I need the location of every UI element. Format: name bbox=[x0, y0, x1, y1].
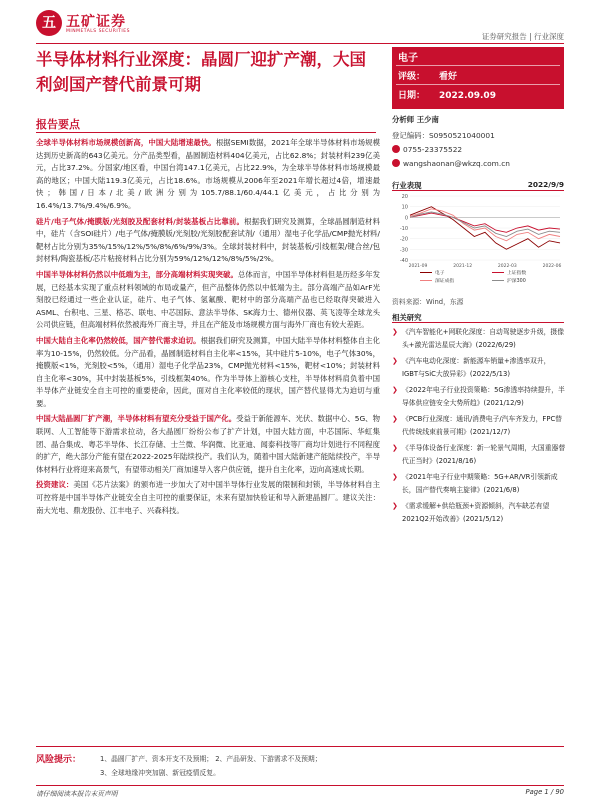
paragraph bbox=[36, 137, 380, 213]
x-tick-label: 2021-09 bbox=[408, 264, 428, 269]
paragraph-text: 根据SEMI数据，2021年全球半导体材料市场规模达到历史新高的643亿美元。分产品类型看，晶圆制造材料404亿美元，占比62.8%；封装材料239亿美元，占比37.2%。分国家/地区看，中国台湾147.1亿美元，占比22.9%，为全球半导体材料市场规模最高的地区；中国大陆119.3亿美元，占比18.6%。市场规模从2006年至2021年增长超过4倍，增速最快；韩国/日本/北美/欧洲分别为105.7/88.1/60.4/44.1亿美元，占比分别为16.4%/13.7%/9.4%/6.9%。 bbox=[36, 138, 380, 210]
risk-item: 1、晶圆厂扩产、资本开支不及预期； 2、产品研发、下游需求不及预期； bbox=[100, 755, 322, 763]
risk-label: 风险提示： bbox=[36, 755, 82, 765]
analyst-phone: 0755-23375522 bbox=[403, 145, 463, 154]
paragraph-highlight: 全球半导体材料市场规模创新高，中国大陆增速最快。 bbox=[36, 138, 216, 147]
x-tick-label: 2021-12 bbox=[453, 264, 473, 269]
related-item[interactable]: ❯ 《需求缓解+供给瓶颈+资源倾斜，汽车缺芯有望2021Q2开始改善》(2021/5/12) bbox=[392, 500, 566, 526]
related-item[interactable]: ❯ 《汽车电动化深度：新能源车销量+渗透率双升，IGBT与SiC大放异彩》(2022/5/13) bbox=[392, 355, 566, 381]
footer-divider bbox=[36, 785, 564, 786]
risk-divider bbox=[36, 746, 564, 747]
risk-text bbox=[100, 752, 400, 780]
main-body bbox=[36, 137, 380, 520]
paragraph-highlight: 中国大陆晶圆厂扩产潮，半导体材料有望充分受益于国产化。 bbox=[36, 414, 237, 424]
logo-mark: 五 bbox=[36, 10, 62, 36]
header-divider bbox=[36, 43, 564, 44]
date-row bbox=[398, 88, 496, 101]
paragraph-highlight: 硅片/电子气体/掩膜版/光刻胶及配套材料/封装基板占比靠前。 bbox=[36, 216, 245, 226]
related-title: 相关研究 bbox=[392, 313, 422, 322]
y-tick-label: 0 bbox=[404, 215, 408, 222]
performance-title: 行业表现 bbox=[392, 181, 422, 190]
related-list bbox=[392, 326, 566, 529]
paragraph-highlight: 中国半导体材料仍然以中低端为主，部分高端材料实现突破。 bbox=[36, 269, 238, 279]
paragraph bbox=[36, 335, 380, 411]
paragraph-highlight: 中国大陆自主化率仍然较低，国产替代需求迫切。 bbox=[36, 335, 201, 345]
section-title: 报告要点 bbox=[36, 118, 80, 131]
related-item[interactable]: ❯ 《2021年电子行业中期策略：5G+AR/VR引领新成长，国产替代奏响主旋律》(2021/6/8) bbox=[392, 471, 566, 497]
paragraph-text: 受益于新能源车、光伏、数据中心、5G、物联网、人工智能等下游需求拉动，各大晶圆厂纷纷公布了扩产计划，中国大陆方面，中芯国际、华虹集团、晶合集成、粤芯半导体、长江存储、士兰微、华润微、比亚迪、闻泰科技等厂商均计划进行不同程度的扩产，绝大部分产能有望在2022-2025年陆续投产。我们认为，随着中国大陆新建产能陆续投产，半导体材料行业将迎来高景气，有望带动相关厂商加速导入客户供应链，提升自主化率，迈向高速成长期。 bbox=[36, 414, 380, 474]
risk-item: 3、全球地缘冲突加剧、新冠疫情反复。 bbox=[100, 769, 220, 777]
logo-name: 五矿证券 bbox=[66, 14, 126, 30]
logo-english-name: MINMETALS SECURITIES bbox=[66, 29, 130, 34]
paragraph bbox=[36, 479, 380, 517]
date-value: 2022.09.09 bbox=[439, 91, 496, 101]
legend-label: 深证成指 bbox=[435, 279, 455, 284]
page-number: Page 1 / 90 bbox=[525, 788, 564, 796]
rating-row bbox=[398, 69, 457, 82]
date-label: 日期： bbox=[398, 91, 426, 101]
paragraph-text: 美国《芯片法案》的颁布进一步加大了对中国半导体行业发展的限制和封锁，半导体材料自主可控将是中国半导体产业链安全自主可控的重要保证，未来有望加快验证和导入新建晶圆厂。建议关注：南大光电、鼎龙股份、江丰电子、兴森科技。 bbox=[36, 480, 380, 515]
report-title: 半导体材料行业深度：晶圆厂迎扩产潮，大国利剑国产替代前景可期 bbox=[36, 50, 366, 94]
y-tick-label: 20 bbox=[401, 194, 408, 200]
phone-icon bbox=[392, 145, 400, 153]
legend-label: 沪深300 bbox=[507, 279, 526, 284]
related-item[interactable]: ❯ 《汽车智能化+网联化深度：自动驾驶逐步升级，摄像头+激光雷达星辰大海》(2022/6/29) bbox=[392, 326, 566, 352]
y-tick-label: -30 bbox=[399, 247, 408, 254]
sector: 电子 bbox=[398, 53, 418, 64]
related-item[interactable]: ❯ 《2022年电子行业投资策略：5G渗透率持续提升，半导体供应链安全大势所趋》(2021/12/9) bbox=[392, 384, 566, 410]
series-line bbox=[410, 213, 560, 232]
paragraph bbox=[36, 216, 380, 266]
section-divider bbox=[36, 132, 376, 133]
info-divider bbox=[396, 65, 560, 66]
x-tick-label: 2022-06 bbox=[542, 264, 562, 269]
related-divider bbox=[392, 322, 564, 323]
info-box bbox=[392, 47, 564, 109]
footer-disclaimer: 请仔细阅读本报告末页声明 bbox=[36, 790, 118, 798]
paragraph-text: 根据我们研究及测算，全球晶圆制造材料中，硅片（含SOI硅片）/电子气体/掩膜版/光刻胶/光刻胶配套试剂/（通用）湿电子化学品/CMP抛光材料/靶材占比分别为35%/15%/12%/5%/8%/6%/9%/3%。全球封装材料中，封装基板/引线框架/键合丝/包封材料/陶瓷基板/芯片粘接材料占比分别为59%/12%/12%/8%/5%/2%。 bbox=[36, 216, 380, 264]
analyst-email[interactable]: wangshaonan@wkzq.com.cn bbox=[403, 159, 510, 168]
related-item[interactable]: ❯ 《半导体设备行业深度：新一轮景气周期，大国重器替代正当时》(2021/8/16) bbox=[392, 442, 566, 468]
rating-label: 评级： bbox=[398, 72, 426, 82]
paragraph-text: 根据我们研究及测算，中国大陆半导体材料整体自主化率为10-15%，仍然较低。分产品看，晶圆制造材料自主化率<15%，其中硅片5-10%，电子气体30%，掩膜版<1%，光刻胶<5%，（通用）湿电子化学品23%，CMP抛光材料<15%，靶材<10%；封装材料自主化率<30%，其中封装基板5%，引线框架40%。作为半导体上游核心支柱，半导体材料肩负着中国半导体产业链安全自主可控的重要使命，因此，面对自主化率较低的现状，国产替代显得尤为迫切与重要。 bbox=[36, 335, 380, 408]
analyst-name: 分析师 王少南 bbox=[392, 115, 439, 124]
chart-source: 资料来源：Wind，东源 bbox=[392, 298, 464, 306]
y-tick-label: -40 bbox=[399, 258, 408, 264]
report-type: 证券研究报告 | 行业深度 bbox=[481, 32, 564, 41]
rating-value: 看好 bbox=[439, 72, 458, 82]
performance-chart bbox=[392, 192, 564, 292]
performance-date: 2022/9/9 bbox=[527, 180, 564, 189]
paragraph bbox=[36, 269, 380, 332]
paragraph-highlight: 投资建议： bbox=[36, 480, 74, 490]
paragraph-text: 总体而言，中国半导体材料但是历经多年发展，已经基本实现了重点材料领域的布局或量产，但产品整体仍然以中低端为主。部分高端产品如ArF光刻胶已经通过一些企业认证，硅片、电子气体、氢氟酸、靶材中的部分高端产品也已经取得突破进入ASML、台积电、三星、格芯、联电、中芯国际、意法半导体、SK海力士、德州仪器、英飞凌等全球龙头公司供应链，但高端材料依然被海外厂商主导，并且在产能及市场规模方面与海外厂商也有较大差距。 bbox=[36, 269, 380, 330]
y-tick-label: 10 bbox=[401, 204, 408, 211]
company-logo bbox=[36, 10, 156, 40]
analyst-cert: 登记编码：S0950521040001 bbox=[392, 131, 495, 140]
y-tick-label: -10 bbox=[399, 226, 408, 232]
analyst-panel bbox=[392, 114, 564, 171]
legend-label: 上证指数 bbox=[507, 271, 527, 276]
analyst-email-row bbox=[392, 157, 564, 171]
performance-divider bbox=[392, 190, 564, 191]
email-icon bbox=[392, 159, 400, 167]
paragraph bbox=[36, 413, 380, 476]
analyst-phone-row bbox=[392, 143, 564, 157]
legend-label: 电子 bbox=[435, 271, 445, 276]
info-divider bbox=[396, 84, 560, 85]
related-item[interactable]: ❯ 《PCB行业深度：通讯/消费电子/汽车齐发力，FPC替代传统线束前景可期》(2021/12/7) bbox=[392, 413, 566, 439]
x-tick-label: 2022-03 bbox=[497, 264, 517, 269]
y-tick-label: -20 bbox=[399, 236, 408, 243]
